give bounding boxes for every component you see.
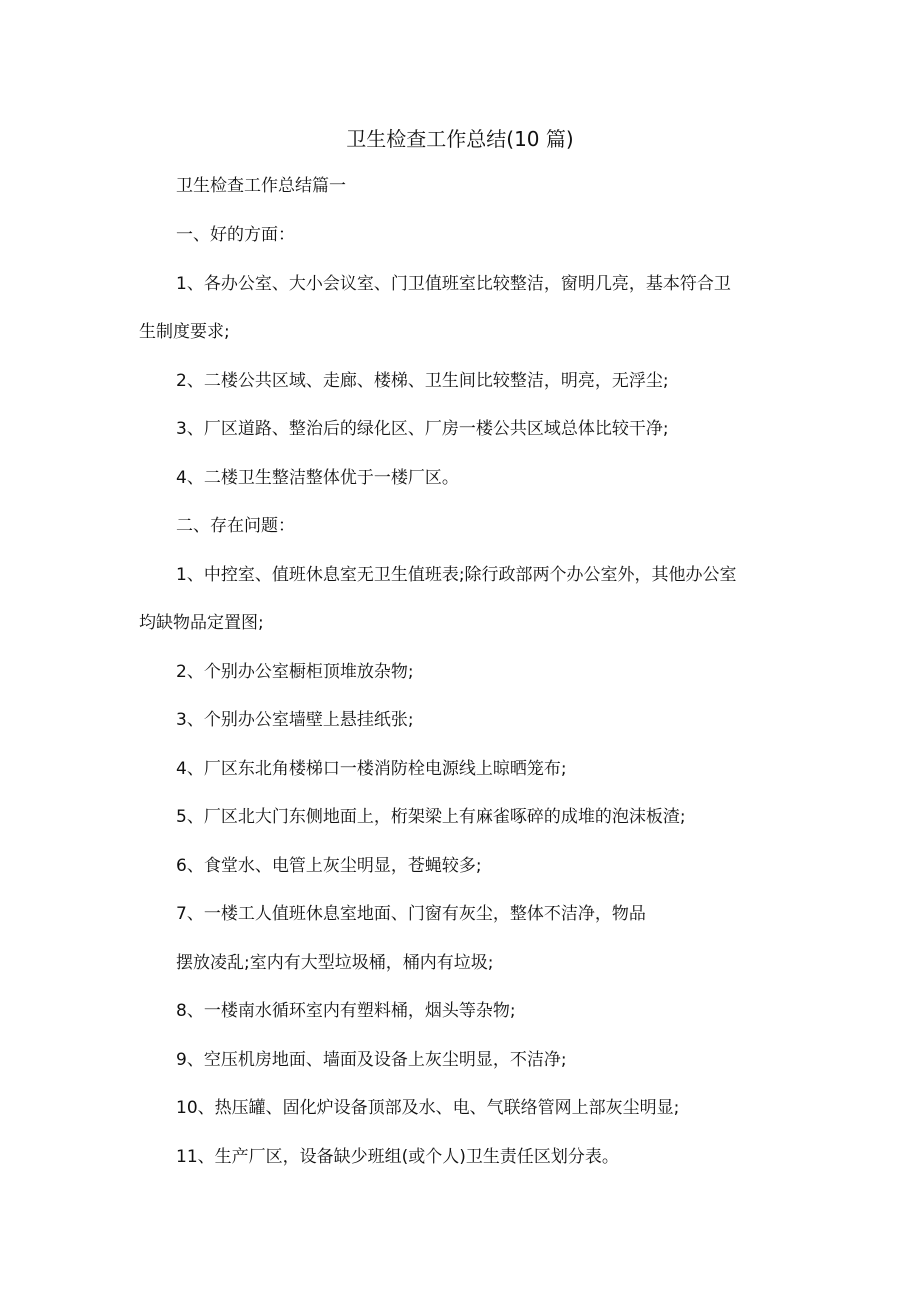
document-title: 卫生检查工作总结(10 篇) — [346, 127, 574, 151]
problem-item-2: 2、个别办公室橱柜顶堆放杂物; — [176, 662, 414, 682]
article-subtitle: 卫生检查工作总结篇一 — [176, 176, 346, 196]
section-heading-problems: 二、存在问题： — [176, 516, 295, 536]
problem-item-8: 8、一楼南水循环室内有塑料桶，烟头等杂物; — [176, 1001, 516, 1021]
problem-item-1-continued: 均缺物品定置图; — [139, 613, 264, 633]
good-item-2: 2、二楼公共区域、走廊、楼梯、卫生间比较整洁，明亮，无浮尘; — [176, 371, 669, 391]
problem-item-10: 10、热压罐、固化炉设备顶部及水、电、气联络管网上部灰尘明显; — [176, 1098, 680, 1118]
good-item-1-continued: 生制度要求; — [139, 322, 230, 342]
problem-item-9: 9、空压机房地面、墙面及设备上灰尘明显，不洁净; — [176, 1050, 567, 1070]
problem-item-3: 3、个别办公室墙壁上悬挂纸张; — [176, 710, 414, 730]
problem-item-5: 5、厂区北大门东侧地面上，桁架梁上有麻雀啄碎的成堆的泡沫板渣; — [176, 807, 686, 827]
problem-item-4: 4、厂区东北角楼梯口一楼消防栓电源线上晾晒笼布; — [176, 759, 567, 779]
problem-item-6: 6、食堂水、电管上灰尘明显，苍蝇较多; — [176, 856, 482, 876]
good-item-4: 4、二楼卫生整洁整体优于一楼厂区。 — [176, 468, 459, 488]
problem-item-11: 11、生产厂区，设备缺少班组(或个人)卫生责任区划分表。 — [176, 1147, 619, 1167]
good-item-3: 3、厂区道路、整治后的绿化区、厂房一楼公共区域总体比较干净; — [176, 419, 669, 439]
problem-item-7-continued: 摆放凌乱;室内有大型垃圾桶，桶内有垃圾; — [176, 953, 494, 973]
section-heading-good: 一、好的方面： — [176, 225, 295, 245]
good-item-1: 1、各办公室、大小会议室、门卫值班室比较整洁，窗明几亮，基本符合卫 — [176, 274, 731, 294]
problem-item-1: 1、中控室、值班休息室无卫生值班表;除行政部两个办公室外，其他办公室 — [176, 565, 737, 585]
problem-item-7: 7、一楼工人值班休息室地面、门窗有灰尘，整体不洁净，物品 — [176, 904, 646, 924]
